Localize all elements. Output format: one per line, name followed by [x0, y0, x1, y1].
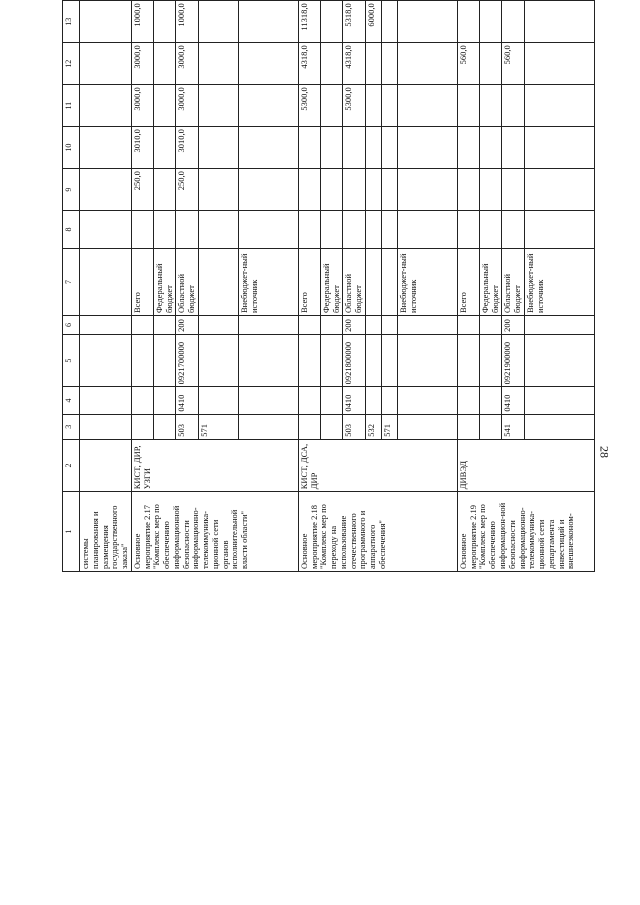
- table-cell: [131, 0, 153, 1]
- table-cell: 200: [176, 316, 199, 335]
- table-cell: [365, 387, 381, 414]
- table-cell: [479, 0, 502, 1]
- column-number: 6: [63, 316, 80, 335]
- table-cell: [397, 127, 457, 169]
- table-row: [298, 0, 320, 572]
- table-cell: [238, 414, 298, 439]
- table-cell: [525, 1, 595, 43]
- table-body: [63, 0, 595, 572]
- table-cell: [397, 43, 457, 85]
- page-number: 28: [597, 446, 612, 458]
- table-cell: [198, 211, 238, 249]
- table-cell: [198, 334, 238, 386]
- table-cell: [525, 316, 595, 335]
- table-cell: [320, 414, 343, 439]
- table-cell: [198, 43, 238, 85]
- table-cell: [176, 0, 199, 1]
- table-cell: [502, 85, 525, 127]
- table-cell: 503: [176, 414, 199, 439]
- table-cell: 532: [365, 414, 381, 439]
- table-cell: [457, 127, 479, 169]
- table-cell: 503: [343, 414, 366, 439]
- column-number: [63, 0, 80, 1]
- table-cell: [238, 211, 298, 249]
- column-number: 4: [63, 387, 80, 414]
- table-cell: 5300,0: [343, 85, 366, 127]
- table-cell: Внебюджет-ный источник: [525, 248, 595, 315]
- table-cell: [320, 127, 343, 169]
- table-cell: 571: [198, 414, 238, 439]
- table-cell: [365, 0, 381, 1]
- table-cell: 250,0: [131, 169, 153, 211]
- table-cell: Всего: [131, 248, 153, 315]
- table-cell: [365, 43, 381, 85]
- table-cell: [479, 1, 502, 43]
- table-cell: [198, 169, 238, 211]
- table-cell: 4318,0: [298, 43, 320, 85]
- table-cell: [153, 316, 176, 335]
- column-number: 12: [63, 43, 80, 85]
- column-number: 7: [63, 248, 80, 315]
- table-cell: [365, 248, 381, 315]
- table-cell: [525, 85, 595, 127]
- table-cell: [381, 248, 397, 315]
- table-cell: [365, 316, 381, 335]
- column-number: 1: [63, 492, 80, 572]
- table-cell: [457, 334, 479, 386]
- table-cell: [457, 85, 479, 127]
- measure-name-cell: Основное мероприятие 2.17 "Комплекс мер по обеспечению информационной безопасности информационно-телекоммуника-ционной сети органов исполнительной власти области": [131, 492, 298, 572]
- table-cell: [176, 211, 199, 249]
- table-cell: [80, 387, 132, 414]
- table-cell: [343, 127, 366, 169]
- table-cell: [238, 316, 298, 335]
- table-cell: [238, 334, 298, 386]
- table-cell: [525, 387, 595, 414]
- table-cell: 200: [502, 316, 525, 335]
- table-cell: Федеральный бюджет: [479, 248, 502, 315]
- table-cell: [80, 1, 132, 43]
- table-cell: 200: [343, 316, 366, 335]
- table-cell: 5318,0: [343, 1, 366, 43]
- table-cell: [320, 1, 343, 43]
- column-number: 5: [63, 334, 80, 386]
- column-number: 8: [63, 211, 80, 249]
- table-cell: [479, 169, 502, 211]
- table-cell: [502, 1, 525, 43]
- table-cell: [198, 1, 238, 43]
- table-cell: [525, 414, 595, 439]
- table-cell: [525, 127, 595, 169]
- column-number: 2: [63, 439, 80, 491]
- table-cell: [381, 1, 397, 43]
- table-cell: [320, 316, 343, 335]
- table-cell: [80, 0, 132, 1]
- table-cell: [457, 169, 479, 211]
- table-cell: [153, 127, 176, 169]
- table-cell: [80, 414, 132, 439]
- table-row: [131, 0, 153, 572]
- table-cell: [198, 127, 238, 169]
- executor-cell: КИСТ, ДСА, ДИР: [298, 439, 457, 491]
- column-number: 3: [63, 414, 80, 439]
- table-cell: [381, 127, 397, 169]
- table-cell: 6000,0: [365, 1, 381, 43]
- table-cell: [320, 85, 343, 127]
- table-cell: [479, 211, 502, 249]
- table-cell: 571: [381, 414, 397, 439]
- table-cell: [457, 211, 479, 249]
- table-cell: [80, 316, 132, 335]
- table-cell: [381, 316, 397, 335]
- table-cell: [397, 334, 457, 386]
- table-cell: Областной бюджет: [502, 248, 525, 315]
- table-cell: 3000,0: [176, 43, 199, 85]
- table-cell: [502, 211, 525, 249]
- table-cell: [198, 316, 238, 335]
- table-cell: [298, 169, 320, 211]
- column-number: 9: [63, 169, 80, 211]
- table-cell: [153, 0, 176, 1]
- measure-name-cell: системы планирования и размещения государственного заказа": [80, 492, 132, 572]
- table-cell: 560,0: [457, 43, 479, 85]
- table-cell: [131, 211, 153, 249]
- table-cell: [525, 43, 595, 85]
- table-cell: [80, 248, 132, 315]
- table-cell: [298, 334, 320, 386]
- table-cell: [397, 211, 457, 249]
- table-cell: Федеральный бюджет: [320, 248, 343, 315]
- table-cell: [298, 387, 320, 414]
- table-cell: [365, 334, 381, 386]
- table-cell: [153, 414, 176, 439]
- table-cell: [397, 316, 457, 335]
- table-cell: [238, 387, 298, 414]
- table-cell: [397, 169, 457, 211]
- table-cell: [457, 414, 479, 439]
- table-cell: [298, 316, 320, 335]
- table-cell: [381, 0, 397, 1]
- table-cell: [198, 0, 238, 1]
- column-number: 10: [63, 127, 80, 169]
- table-cell: [365, 169, 381, 211]
- table-cell: [320, 387, 343, 414]
- table-cell: [397, 85, 457, 127]
- table-cell: [80, 43, 132, 85]
- table-cell: [298, 0, 320, 1]
- table-cell: [479, 43, 502, 85]
- measure-name-cell: Основное мероприятие 2.18 "Комплекс мер по переходу на использование отечественного программного и аппаратного обеспечения": [298, 492, 457, 572]
- table-cell: [457, 0, 479, 1]
- table-cell: [238, 0, 298, 1]
- table-cell: [131, 316, 153, 335]
- table-cell: Внебюджет-ный источник: [397, 248, 457, 315]
- table-cell: [397, 387, 457, 414]
- table-cell: 0921900000: [502, 334, 525, 386]
- table-cell: [525, 169, 595, 211]
- table-cell: [238, 127, 298, 169]
- table-cell: [381, 169, 397, 211]
- table-cell: [479, 316, 502, 335]
- table-cell: [502, 169, 525, 211]
- table-cell: [238, 1, 298, 43]
- table-cell: [198, 387, 238, 414]
- table-cell: [320, 169, 343, 211]
- executor-cell: КИСТ, ДИР, УЗГИ: [131, 439, 298, 491]
- table-cell: [397, 414, 457, 439]
- table-cell: [153, 85, 176, 127]
- table-cell: Федеральный бюджет: [153, 248, 176, 315]
- table-cell: [238, 169, 298, 211]
- table-cell: 3000,0: [131, 43, 153, 85]
- table-cell: Внебюджет-ный источник: [238, 248, 298, 315]
- table-cell: [131, 334, 153, 386]
- table-cell: 541: [502, 414, 525, 439]
- executor-cell: [80, 439, 132, 491]
- table-cell: 5300,0: [298, 85, 320, 127]
- measure-name-cell: Основное мероприятие 2.19 "Комплекс мер по обеспечению информацион-ной безопасности информационно-телекоммуника-ционной сети департамента инвестиций и внешнеэконом-: [457, 492, 594, 572]
- table-cell: [153, 1, 176, 43]
- table-cell: [457, 316, 479, 335]
- table-cell: [525, 211, 595, 249]
- table-cell: [381, 85, 397, 127]
- executor-cell: ДИВЭД: [457, 439, 594, 491]
- table-cell: [320, 211, 343, 249]
- column-number-row: [63, 0, 80, 572]
- table-cell: [198, 248, 238, 315]
- table-cell: 0410: [343, 387, 366, 414]
- table-cell: [381, 211, 397, 249]
- table-cell: [343, 0, 366, 1]
- table-cell: 4318,0: [343, 43, 366, 85]
- table-cell: [153, 387, 176, 414]
- column-number: 13: [63, 1, 80, 43]
- table-cell: 0921700000: [176, 334, 199, 386]
- table-cell: 0410: [176, 387, 199, 414]
- table-cell: [502, 127, 525, 169]
- column-number: 11: [63, 85, 80, 127]
- table-cell: 11318,0: [298, 1, 320, 43]
- table-cell: Всего: [457, 248, 479, 315]
- budget-table: [62, 0, 595, 572]
- table-cell: [320, 0, 343, 1]
- table-cell: [153, 169, 176, 211]
- table-cell: Областной бюджет: [176, 248, 199, 315]
- table-cell: 3000,0: [131, 85, 153, 127]
- table-cell: [80, 169, 132, 211]
- table-cell: [298, 127, 320, 169]
- table-cell: [153, 334, 176, 386]
- table-cell: [397, 0, 457, 1]
- table-cell: [457, 1, 479, 43]
- table-cell: [131, 387, 153, 414]
- table-cell: [343, 211, 366, 249]
- table-cell: [153, 43, 176, 85]
- table-cell: 250,0: [176, 169, 199, 211]
- table-cell: [479, 127, 502, 169]
- table-cell: 1000,0: [176, 1, 199, 43]
- rotated-table-viewport: [62, 3, 594, 870]
- table-cell: 0410: [502, 387, 525, 414]
- table-cell: [238, 43, 298, 85]
- table-cell: [80, 211, 132, 249]
- table-cell: [479, 414, 502, 439]
- table-cell: [153, 211, 176, 249]
- table-row: [457, 0, 479, 572]
- table-row: [80, 0, 132, 572]
- table-cell: 560,0: [502, 43, 525, 85]
- table-cell: [320, 334, 343, 386]
- table-cell: [381, 387, 397, 414]
- table-cell: [381, 334, 397, 386]
- table-cell: [343, 169, 366, 211]
- table-cell: [298, 414, 320, 439]
- table-cell: Областной бюджет: [343, 248, 366, 315]
- table-cell: 3010,0: [131, 127, 153, 169]
- table-cell: [525, 334, 595, 386]
- table-cell: [365, 211, 381, 249]
- table-cell: [479, 387, 502, 414]
- table-cell: [320, 43, 343, 85]
- table-cell: [479, 85, 502, 127]
- table-cell: [525, 0, 595, 1]
- table-cell: [381, 43, 397, 85]
- table-cell: [131, 414, 153, 439]
- table-cell: [198, 85, 238, 127]
- table-cell: [365, 127, 381, 169]
- table-cell: 3000,0: [176, 85, 199, 127]
- table-cell: [479, 334, 502, 386]
- table-cell: 1000,0: [131, 1, 153, 43]
- table-cell: [238, 85, 298, 127]
- table-cell: [397, 1, 457, 43]
- table-cell: Всего: [298, 248, 320, 315]
- table-cell: [80, 85, 132, 127]
- table-cell: [298, 211, 320, 249]
- table-cell: [457, 387, 479, 414]
- table-cell: [80, 127, 132, 169]
- table-cell: [365, 85, 381, 127]
- table-cell: [502, 0, 525, 1]
- table-cell: 0921800000: [343, 334, 366, 386]
- table-cell: 3010,0: [176, 127, 199, 169]
- table-cell: [80, 334, 132, 386]
